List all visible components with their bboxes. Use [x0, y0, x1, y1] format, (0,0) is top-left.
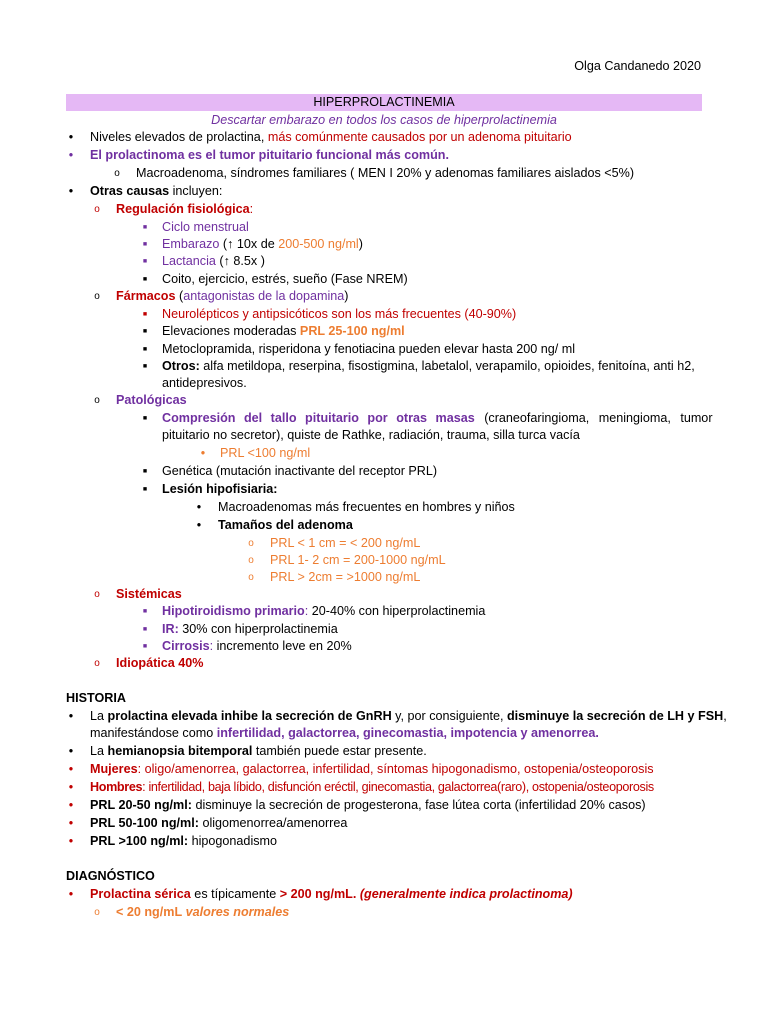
bullet-marker: •	[68, 834, 74, 848]
section-sistemicas: Sistémicas	[116, 587, 182, 601]
square-marker: ■	[142, 224, 148, 231]
square-marker: ■	[142, 328, 148, 335]
item-embarazo: Embarazo (↑ 10x de 200-500 ng/ml)	[162, 237, 363, 251]
heading-historia: HISTORIA	[66, 691, 126, 705]
circle-marker: o	[94, 395, 100, 406]
item-coito: Coito, ejercicio, estrés, sueño (Fase NREM)	[162, 272, 408, 286]
heading-diagnostico: DIAGNÓSTICO	[66, 869, 155, 883]
item-macroadenomas: Macroadenomas más frecuentes en hombres y niños	[218, 500, 515, 514]
circle-marker: o	[248, 555, 254, 566]
bullet-marker: •	[68, 744, 74, 758]
bullet-marker: •	[68, 816, 74, 830]
historia-line-prl-20-50: PRL 20-50 ng/ml: disminuye la secreción de progesterona, fase lútea corta (infertilidad 20% casos)	[90, 798, 646, 812]
intro-line-1: Niveles elevados de prolactina, más comúnmente causados por un adenoma pituitario	[90, 130, 572, 144]
circle-marker: o	[248, 572, 254, 583]
bullet-marker: •	[196, 518, 202, 532]
intro-line-4: Otras causas incluyen:	[90, 184, 223, 198]
bullet-marker: •	[68, 130, 74, 144]
bullet-marker: •	[68, 887, 74, 901]
item-cirrosis: Cirrosis: incremento leve en 20%	[162, 639, 352, 653]
historia-line-1: La prolactina elevada inhibe la secreción de GnRH y, por consiguiente, disminuye la secreción de LH y FSH,	[90, 709, 727, 723]
item-tamano-1: PRL < 1 cm = < 200 ng/mL	[270, 536, 421, 550]
bullet-marker: •	[68, 780, 74, 794]
item-idiopatica: Idiopática 40%	[116, 656, 204, 670]
intro-line-2: El prolactinoma es el tumor pituitario funcional más común.	[90, 148, 449, 162]
diagnostico-line-2: < 20 ng/mL valores normales	[116, 905, 290, 919]
square-marker: ■	[142, 241, 148, 248]
item-ir: IR: 30% con hiperprolactinemia	[162, 622, 338, 636]
item-lactancia: Lactancia (↑ 8.5x )	[162, 254, 265, 268]
bullet-marker: •	[200, 446, 206, 460]
historia-line-1-cont: manifestándose como infertilidad, galactorrea, ginecomastia, impotencia y amenorrea.	[90, 726, 599, 740]
item-otros-cont: antidepresivos.	[162, 376, 247, 390]
item-compresion: Compresión del tallo pituitario por otras masas (craneofaringioma, meningioma, tumor	[162, 411, 713, 425]
item-neurolepticos: Neurolépticos y antipsicóticos son los más frecuentes (40-90%)	[162, 307, 517, 321]
circle-marker: o	[114, 168, 120, 179]
circle-marker: o	[94, 589, 100, 600]
square-marker: ■	[142, 608, 148, 615]
section-farmacos: Fármacos (antagonistas de la dopamina)	[116, 289, 349, 303]
item-tamano-3: PRL > 2cm = >1000 ng/mL	[270, 570, 421, 584]
historia-line-prl-100: PRL >100 ng/ml: hipogonadismo	[90, 834, 278, 848]
item-metoclopramida: Metoclopramida, risperidona y fenotiacina pueden elevar hasta 200 ng/ ml	[162, 342, 576, 356]
historia-line-hombres: Hombres: infertilidad, baja líbido, disfunción eréctil, ginecomastia, galactorrea(raro), ostopenia/osteoporosis	[90, 780, 654, 794]
historia-line-prl-50-100: PRL 50-100 ng/ml: oligomenorrea/amenorrea	[90, 816, 348, 830]
diagnostico-line-1: Prolactina sérica es típicamente > 200 ng/mL. (generalmente indica prolactinoma)	[90, 887, 573, 901]
item-genetica: Genética (mutación inactivante del receptor PRL)	[162, 464, 438, 478]
item-prl-100: PRL <100 ng/ml	[220, 446, 311, 460]
square-marker: ■	[142, 415, 148, 422]
circle-marker: o	[94, 204, 100, 215]
bullet-marker: •	[68, 148, 74, 162]
item-compresion-cont: pituitario no secretor), quiste de Rathke, radiación, trauma, silla turca vacía	[162, 428, 580, 442]
bullet-marker: •	[196, 500, 202, 514]
bullet-marker: •	[68, 184, 74, 198]
section-patologicas: Patológicas	[116, 393, 187, 407]
item-lesion: Lesión hipofisiaria:	[162, 482, 278, 496]
intro-line-3: Macroadenoma, síndromes familiares ( MEN I 20% y adenomas familiares aislados <5%)	[136, 166, 635, 180]
item-hipotiroidismo: Hipotiroidismo primario: 20-40% con hiperprolactinemia	[162, 604, 486, 618]
square-marker: ■	[142, 486, 148, 493]
item-elevaciones: Elevaciones moderadas PRL 25-100 ng/ml	[162, 324, 405, 338]
circle-marker: o	[94, 658, 100, 669]
page-title: HIPERPROLACTINEMIA	[66, 94, 702, 111]
square-marker: ■	[142, 258, 148, 265]
historia-line-mujeres: Mujeres: oligo/amenorrea, galactorrea, infertilidad, síntomas hipogonadismo, ostopenia/osteoporosis	[90, 762, 654, 776]
historia-line-2: La hemianopsia bitemporal también puede estar presente.	[90, 744, 427, 758]
circle-marker: o	[248, 538, 254, 549]
bullet-marker: •	[68, 762, 74, 776]
bullet-marker: •	[68, 798, 74, 812]
square-marker: ■	[142, 311, 148, 318]
section-fisiologica: Regulación fisiológica:	[116, 202, 254, 216]
subtitle: Descartar embarazo en todos los casos de hiperprolactinemia	[211, 113, 557, 127]
square-marker: ■	[142, 643, 148, 650]
square-marker: ■	[142, 468, 148, 475]
circle-marker: o	[94, 907, 100, 918]
square-marker: ■	[142, 363, 148, 370]
bullet-marker: •	[68, 709, 74, 723]
item-otros: Otros: alfa metildopa, reserpina, fisostigmina, labetalol, verapamilo, opioides, fenitoína, anti h2,	[162, 359, 695, 373]
item-tamano-2: PRL 1- 2 cm = 200-1000 ng/mL	[270, 553, 446, 567]
author-line: Olga Candanedo 2020	[574, 59, 701, 73]
square-marker: ■	[142, 626, 148, 633]
circle-marker: o	[94, 291, 100, 302]
square-marker: ■	[142, 346, 148, 353]
item-ciclo: Ciclo menstrual	[162, 220, 249, 234]
square-marker: ■	[142, 276, 148, 283]
item-tamanos: Tamaños del adenoma	[218, 518, 353, 532]
